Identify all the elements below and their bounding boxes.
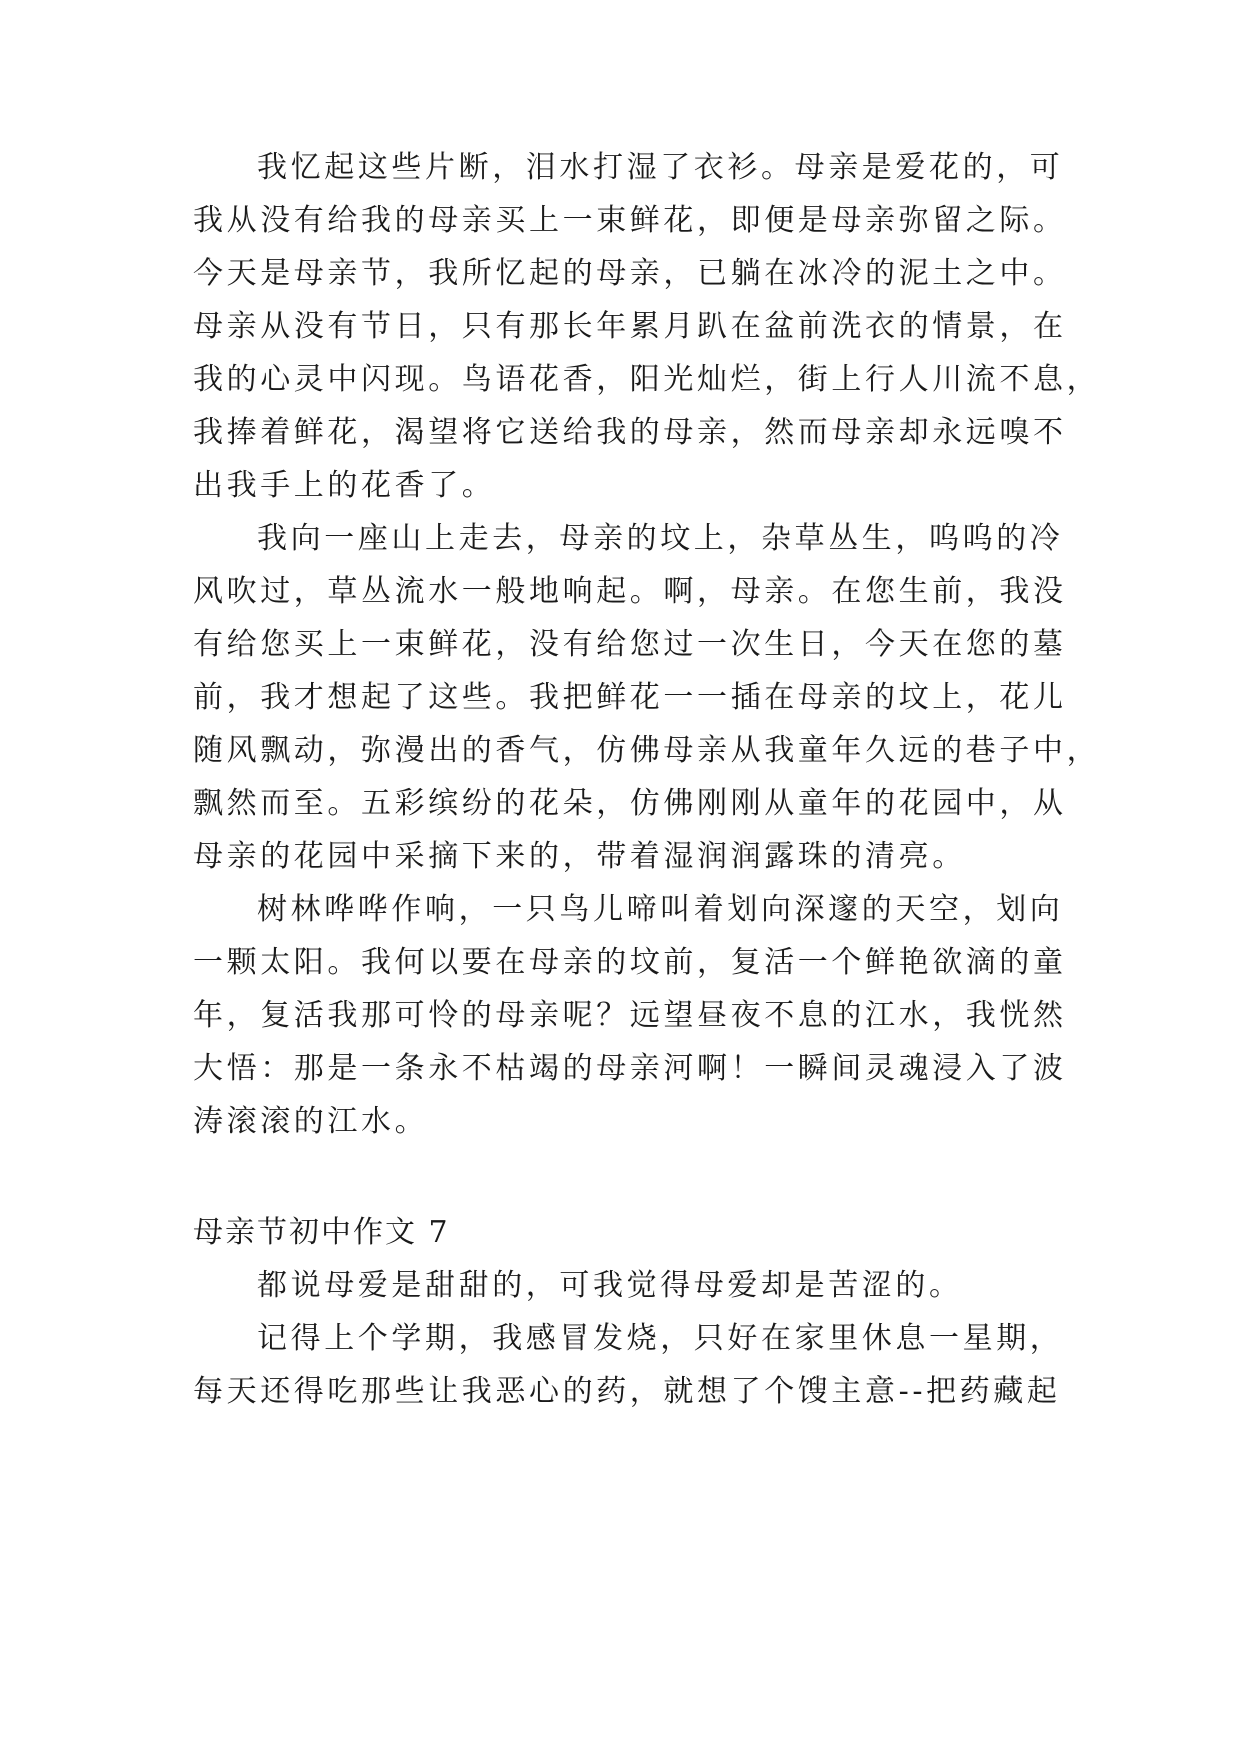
paragraph-1-line-6: 我捧着鲜花，渴望将它送给我的母亲，然而母亲却永远嗅不 [193,415,1067,450]
paragraph-2-line-1: 我向一座山上走去，母亲的坟上，杂草丛生，呜呜的冷 [257,521,1064,556]
paragraph-1-line-4: 母亲从没有节日，只有那长年累月趴在盆前洗衣的情景，在 [193,309,1067,344]
paragraph-3-line-5: 涛滚滚的江水。 [193,1104,429,1139]
paragraph-1-line-7: 出我手上的花香了。 [193,468,496,503]
paragraph-2-line-4: 前，我才想起了这些。我把鲜花一一插在母亲的坟上，花儿 [193,680,1067,715]
section-paragraph-2-line-1: 记得上个学期，我感冒发烧，只好在家里休息一星期， [257,1321,1064,1356]
section-title: 母亲节初中作文 7 [193,1215,450,1250]
paragraph-2-line-7: 母亲的花园中采摘下来的，带着湿润润露珠的清亮。 [193,839,966,874]
paragraph-2-line-2: 风吹过，草丛流水一般地响起。啊，母亲。在您生前，我没 [193,574,1067,609]
paragraph-1-line-1: 我忆起这些片断，泪水打湿了衣衫。母亲是爱花的，可 [257,150,1064,185]
paragraph-1-line-5: 我的心灵中闪现。鸟语花香，阳光灿烂，街上行人川流不息， [193,362,1101,397]
paragraph-3-line-2: 一颗太阳。我何以要在母亲的坟前，复活一个鲜艳欲滴的童 [193,945,1067,980]
section-paragraph-2-line-2: 每天还得吃那些让我恶心的药，就想了个馊主意--把药藏起 [193,1374,1061,1409]
paragraph-3-line-1: 树林哗哗作响，一只鸟儿啼叫着划向深邃的天空，划向 [257,892,1064,927]
paragraph-2-line-3: 有给您买上一束鲜花，没有给您过一次生日，今天在您的墓 [193,627,1067,662]
section-paragraph-1-line-1: 都说母爱是甜甜的，可我觉得母爱却是苦涩的。 [257,1268,963,1303]
paragraph-2-line-6: 飘然而至。五彩缤纷的花朵，仿佛刚刚从童年的花园中，从 [193,786,1067,821]
paragraph-1-line-3: 今天是母亲节，我所忆起的母亲，已躺在冰冷的泥土之中。 [193,256,1067,291]
paragraph-1-line-2: 我从没有给我的母亲买上一束鲜花，即便是母亲弥留之际。 [193,203,1067,238]
paragraph-2-line-5: 随风飘动，弥漫出的香气，仿佛母亲从我童年久远的巷子中， [193,733,1101,768]
paragraph-3-line-3: 年，复活我那可怜的母亲呢？远望昼夜不息的江水，我恍然 [193,998,1067,1033]
paragraph-3-line-4: 大悟：那是一条永不枯竭的母亲河啊！一瞬间灵魂浸入了波 [193,1051,1067,1086]
